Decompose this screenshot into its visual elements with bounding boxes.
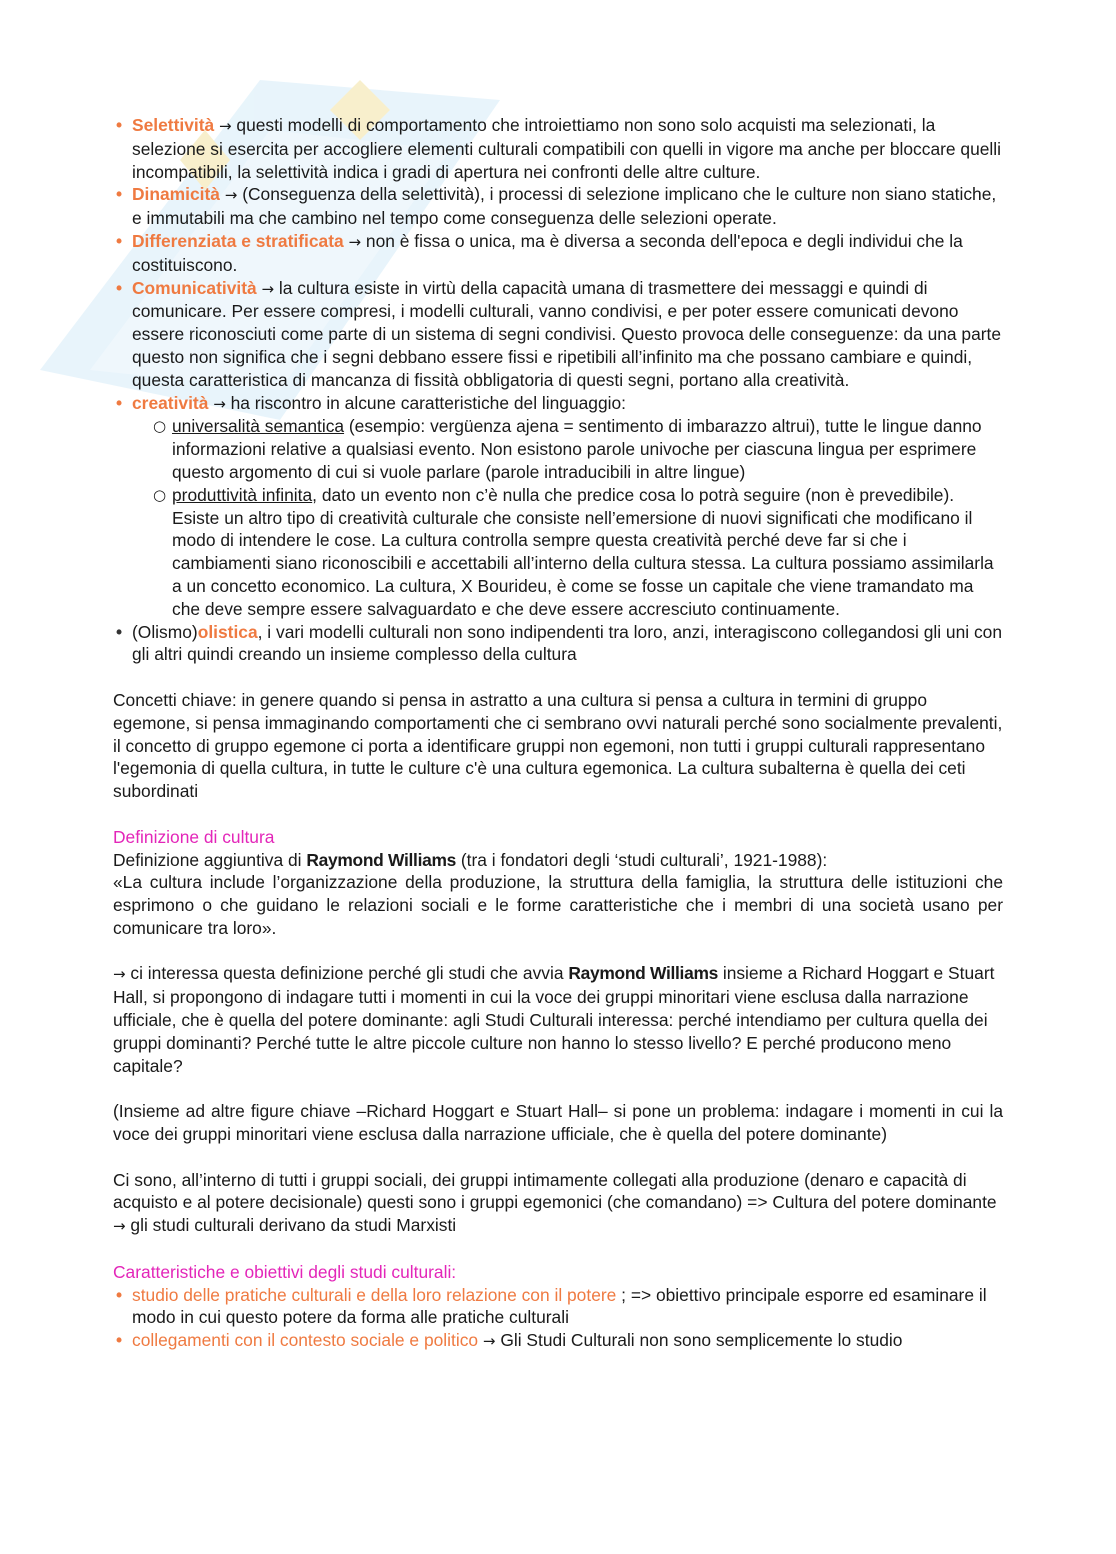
key-concepts-paragraph: Concetti chiave: in genere quando si pensa in astratto a una cultura si pensa a cultura in termini di gruppo egemone, si pensa immaginando comportamenti che ci sembrano ovvi naturali perché sono socialmente prevalenti, il concetto di gruppo egemone ci porta a identificare gruppi non egemoni, non tutti i gruppi culturali rappresentano l'egemonia di quella cultura, in tutte le culture c'è una cultura egemonica. La cultura subalterna è quella dei ceti subordinati xyxy=(113,689,1003,802)
insieme-paragraph: (Insieme ad altre figure chiave –Richard Hoggart e Stuart Hall– si pone un problema: indagare i momenti in cui la voce dei gruppi minoritari viene esclusa dalla narrazione ufficiale, che è quella del potere dominante) xyxy=(113,1101,1003,1145)
characteristics-list xyxy=(113,114,1003,666)
definition-quote: «La cultura include l’organizzazione della produzione, la struttura della famiglia, la struttura delle istituzioni che esprimono o che guidano le relazioni sociali e le forme caratteristiche che i membri di una società usano per comunicare tra loro». xyxy=(113,872,1003,938)
section-heading-characteristics: Caratteristiche e obiettivi degli studi culturali: xyxy=(113,1261,457,1282)
list-item: • Selettività → questi modelli di comportamento che introiettiamo non sono solo acquisti ma selezionati, la selezione si esercita per accogliere elementi culturali compatibili con quelli in vigore ma anche per bloccare quelli incompatibili, la selettività indica i gradi di apertura nei confronti delle altre culture. xyxy=(115,115,1002,182)
list-item: • studio delle pratiche culturali e della loro relazione con il potere ; => obiettivo principale esporre ed esaminare il modo in cui questo potere da forma alle pratiche culturali xyxy=(115,1284,987,1328)
list-item: • (Olismo)olistica, i vari modelli culturali non sono indipendenti tra loro, anzi, interagiscono collegandosi gli uni con gli altri quindi creando un insieme complesso della cultura xyxy=(115,621,1003,665)
interest-paragraph: → ci interessa questa definizione perché gli studi che avvia Raymond Williams insieme a Richard Hoggart e Stuart Hall, si propongono di indagare tutti i momenti in cui la voce dei gruppi minoritari viene esclusa dalla narrazione ufficiale, che è quella del potere dominante: agli Studi Culturali interessa: perché intendiamo per cultura quella dei gruppi dominanti? Perché tutte le altre piccole culture non hanno lo stesso livello? E perché producono meno capitale? xyxy=(113,963,995,1076)
list-item: • Dinamicità → (Conseguenza della selettività), i processi di selezione implicano che le culture non siano statiche, e immutabili ma che cambino nel tempo come conseguenza delle selezioni operate. xyxy=(115,184,997,229)
sub-list xyxy=(132,415,1003,620)
ci-sono-paragraph: Ci sono, all’interno di tutti i gruppi sociali, dei gruppi intimamente collegati alla produzione (denaro e capacità di acquisto e al potere decisionale) questi sono i gruppi egemonici (che comandano) => Cultura del potere dominante → gli studi culturali derivano da studi Marxisti xyxy=(113,1169,997,1236)
sub-list-item: ○ universalità semantica (esempio: vergüenza ajena = sentimento di imbarazzo altrui), tutte le lingue danno informazioni relative a qualsiasi evento. Non esistono parole univoche per ciascuna lingua per esprimere questo argomento di cui si vuole parlare (parole intraducibili in altre lingue) xyxy=(153,416,982,482)
definition-intro: Definizione aggiuntiva di Raymond Williams (tra i fondatori degli ‘studi culturali’, 1921-1988): xyxy=(113,849,828,870)
sub-list-item: ○ produttività infinita, dato un evento non c’è nulla che predice cosa lo potrà seguire (non è prevedibile). Esiste un altro tipo di creatività culturale che consiste nell’emersione di nuovi significati che modificano il modo di intendere le cose. La cultura controlla sempre questa creatività perché deve far si che i cambiamenti siano riconoscibili e accettabili all’interno della cultura stessa. La cultura possiamo assimilarla a un concetto economico. La cultura, X Bourideu, è come se fosse un capitale che viene tramandato ma che deve sempre essere salvaguardato e che deve essere accresciuto continuamente. xyxy=(153,484,994,619)
document-page xyxy=(113,114,1003,1353)
section-heading-definition: Definizione di cultura xyxy=(113,826,275,847)
list-item: • creatività → ha riscontro in alcune caratteristiche del linguaggio: ○ universalità semantica (esempio: vergüenza ajena = sentimento di imbarazzo altrui), tutte le lingue danno informazioni relative a qualsiasi evento. Non esistono parole univoche per ciascuna lingua per esprimere questo argomento di cui si vuole parlare (parole intraducibili in altre lingue) ○ produttività infinita, dato un evento non c’è nulla che predice cosa lo potrà seguire (non è prevedibile). Esiste un altro tipo di creatività culturale che consiste nell’emersione di nuovi significati che modificano il modo di intendere le cose. La cultura controlla sempre questa creatività perché deve far si che i cambiamenti siano riconoscibili e accettabili all’interno della cultura stessa. La cultura possiamo assimilarla a un concetto economico. La cultura, X Bourideu, è come se fosse un capitale che viene tramandato ma che deve sempre essere salvaguardato e che deve essere accresciuto continuamente. xyxy=(113,392,1003,621)
list-item: • Differenziata e stratificata → non è fissa o unica, ma è diversa a seconda dell'epoca e degli individui che la costituiscono. xyxy=(115,230,963,275)
list-item: • Comunicatività → la cultura esiste in virtù della capacità umana di trasmettere dei messaggi e quindi di comunicare. Per essere compresi, i modelli culturali, vanno condivisi, e per poter essere comunicati devono essere riconosciuti come parte di un sistema di segni condivisi. Questo provoca delle conseguenze: da una parte questo non significa che i segni debbano essere fissi e ripetibili all’infinito ma che possano cambiare e quindi, questa caratteristica di mancanza di fissità obbligatoria di questi segni, portano alla creatività. xyxy=(115,277,1002,390)
objectives-list xyxy=(113,1284,1003,1353)
list-item: • collegamenti con il contesto sociale e politico → Gli Studi Culturali non sono semplicemente lo studio xyxy=(115,1330,903,1351)
